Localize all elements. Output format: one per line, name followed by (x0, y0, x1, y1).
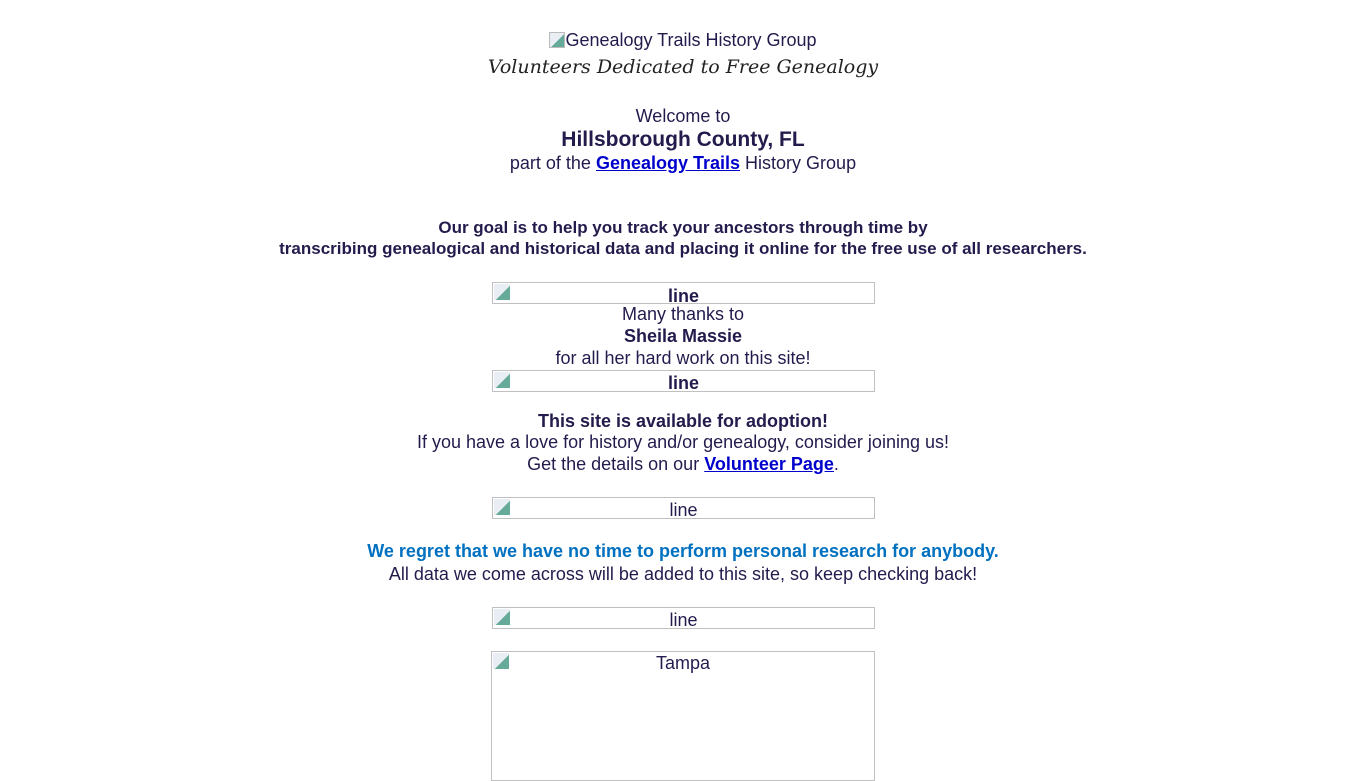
county-title: Hillsborough County, FL (561, 128, 805, 151)
divider-image: line (492, 370, 875, 392)
regret-line-2: All data we come across will be added to this site, so keep checking back! (388, 564, 978, 584)
broken-image-icon (494, 372, 510, 388)
thanks-line-1: Many thanks to (621, 304, 745, 324)
broken-image-icon (493, 653, 509, 669)
genealogy-trails-link[interactable]: Genealogy Trails (595, 153, 741, 173)
regret-title: We regret that we have no time to perform personal research for anybody. (367, 541, 999, 561)
broken-image-icon (494, 499, 510, 515)
goal-line-1: Our goal is to help you track your ancestors through time by (438, 218, 928, 237)
divider-image: line (492, 282, 875, 304)
broken-image-icon (494, 284, 510, 300)
divider-image: line (492, 497, 875, 519)
thanks-line-3: for all her hard work on this site! (555, 348, 811, 368)
tampa-image: Tampa (491, 651, 875, 781)
welcome-text: Welcome to (635, 106, 731, 126)
logo-image: Genealogy Trails History Group (0, 30, 1366, 51)
goal-line-2: transcribing genealogical and historical data and placing it online for the free use of all researchers. (279, 239, 1087, 258)
broken-image-icon (494, 609, 510, 625)
broken-image-icon (549, 32, 565, 48)
adoption-line-3: Get the details on our Volunteer Page. (527, 454, 839, 474)
volunteer-page-link[interactable]: Volunteer Page (704, 454, 834, 474)
thanks-name: Sheila Massie (623, 326, 743, 346)
adoption-line-2: If you have a love for history and/or genealogy, consider joining us! (417, 432, 949, 452)
divider-image: line (492, 607, 875, 629)
adoption-title: This site is available for adoption! (537, 411, 829, 431)
part-of-line: part of the Genealogy Trails History Group (509, 153, 857, 173)
tagline: Volunteers Dedicated to Free Genealogy (487, 56, 879, 78)
